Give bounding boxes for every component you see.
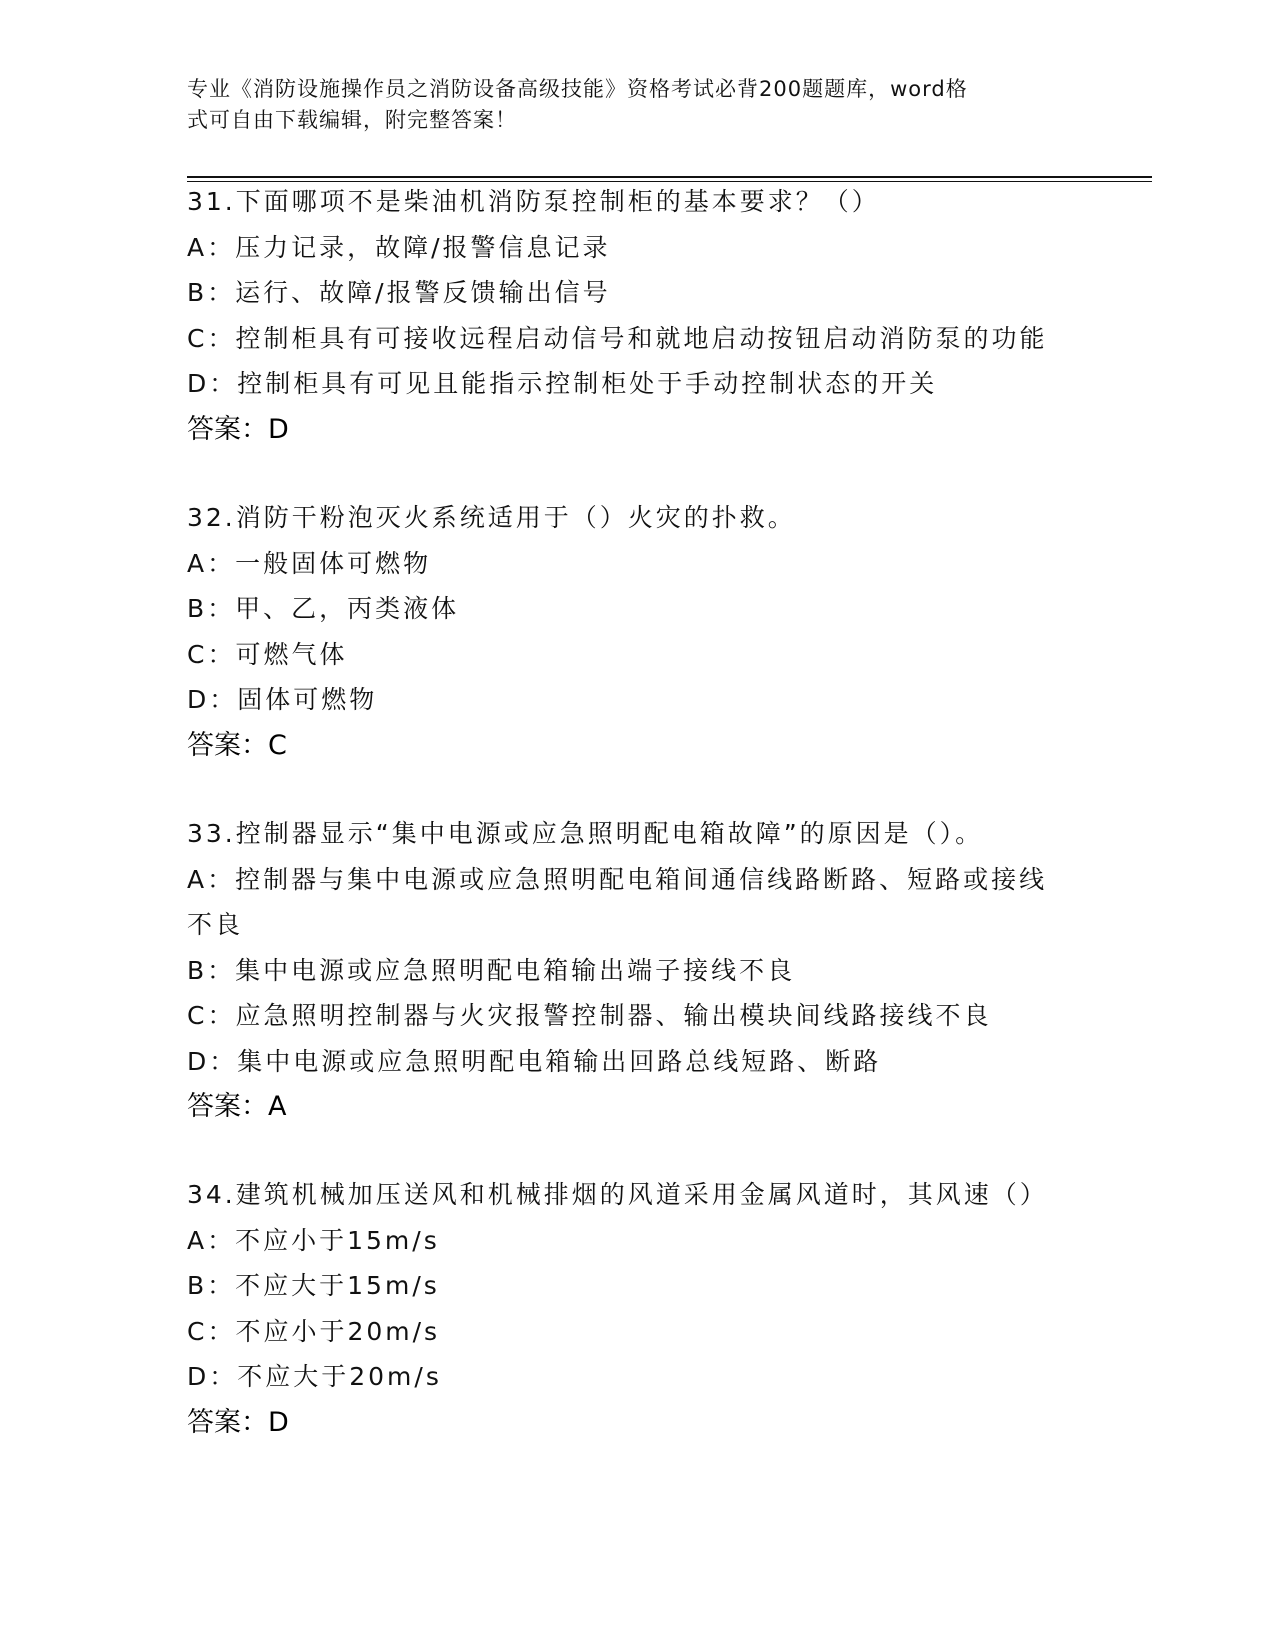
question-stem: 32.消防干粉泡灭火系统适用于（）火灾的扑救。: [187, 503, 796, 532]
answer-line: [187, 723, 1087, 769]
option-a: A：不应小于15m/s: [187, 1225, 440, 1255]
option-b: B：不应大于15m/s: [187, 1271, 440, 1300]
option-a: A：一般固体可燃物: [187, 548, 432, 578]
question-32: [187, 495, 1087, 768]
header-divider-thick: [187, 176, 1152, 178]
question-stem: 31.下面哪项不是柴油机消防泵控制柜的基本要求？（）: [187, 187, 880, 216]
option-c: C：控制柜具有可接收远程启动信号和就地启动按钮启动消防泵的功能: [187, 323, 1048, 353]
answer-line: [187, 1084, 1087, 1130]
answer-line: [187, 1400, 1087, 1446]
option-a-continued: 不良: [187, 910, 244, 939]
answer-label: 答案：: [187, 1091, 268, 1122]
document-header: [187, 74, 1067, 136]
answer-label: 答案：: [187, 413, 268, 445]
option-c: C：可燃气体: [187, 639, 348, 669]
option-b: B：运行、故障/报警反馈输出信号: [187, 278, 611, 307]
answer-value: C: [268, 729, 287, 761]
option-d: D：固体可燃物: [187, 685, 378, 714]
header-line-2: 式可自由下载编辑，附完整答案！: [187, 108, 517, 132]
option-d: D：控制柜具有可见且能指示控制柜处于手动控制状态的开关: [187, 369, 938, 398]
option-a: A：压力记录，故障/报警信息记录: [187, 232, 611, 262]
question-stem: 34.建筑机械加压送风和机械排烟的风道采用金属风道时，其风速（）: [187, 1180, 1048, 1209]
question-33: [187, 811, 1087, 1130]
answer-label: 答案：: [187, 729, 268, 761]
question-31: [187, 179, 1087, 452]
option-c: C：应急照明控制器与火灾报警控制器、输出模块间线路接线不良: [187, 1001, 992, 1030]
header-line-1: 专业《消防设施操作员之消防设备高级技能》资格考试必背200题题库，word格: [187, 77, 968, 101]
answer-value: D: [268, 413, 289, 445]
answer-label: 答案：: [187, 1406, 268, 1438]
option-b: B：甲、乙，丙类液体: [187, 594, 460, 623]
option-d: D：不应大于20m/s: [187, 1362, 442, 1391]
answer-line: [187, 407, 1087, 453]
option-a: A：控制器与集中电源或应急照明配电箱间通信线路断路、短路或接线: [187, 864, 1048, 894]
option-d: D：集中电源或应急照明配电箱输出回路总线短路、断路: [187, 1046, 882, 1076]
option-b: B：集中电源或应急照明配电箱输出端子接线不良: [187, 955, 796, 985]
question-stem: 33.控制器显示“集中电源或应急照明配电箱故障”的原因是（）。: [187, 819, 984, 848]
question-34: [187, 1172, 1087, 1445]
option-c: C：不应小于20m/s: [187, 1316, 441, 1346]
answer-value: A: [268, 1091, 287, 1122]
answer-value: D: [268, 1406, 289, 1438]
